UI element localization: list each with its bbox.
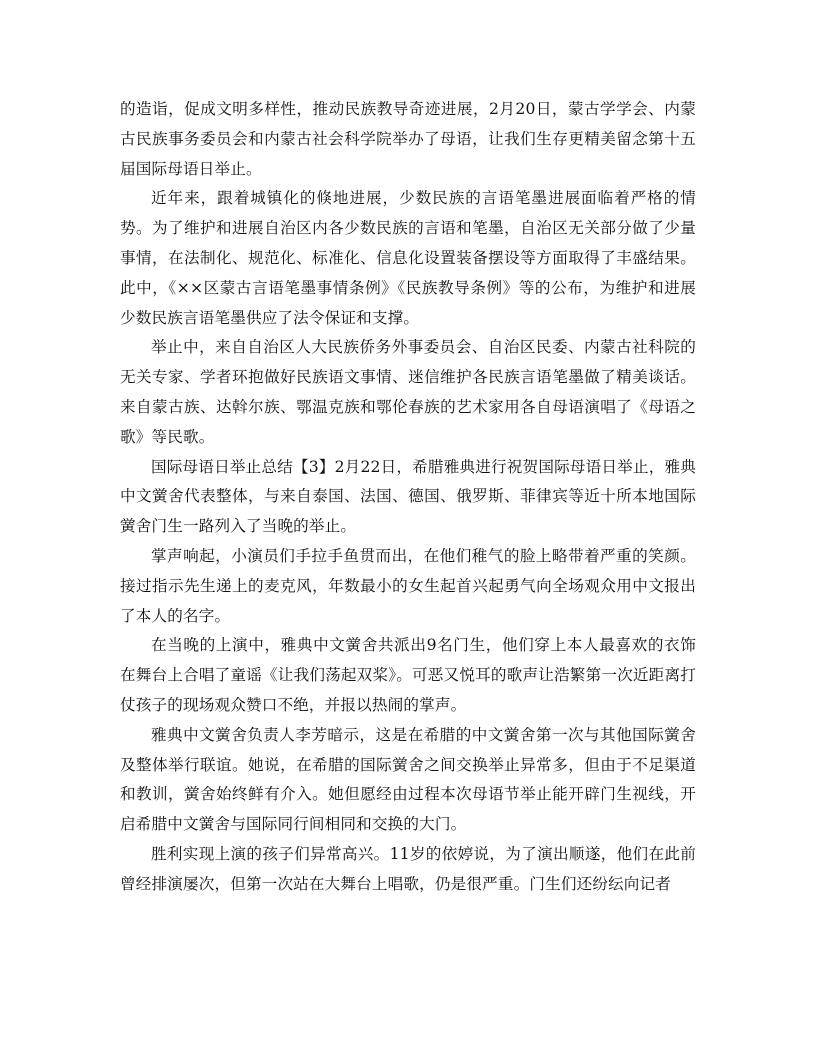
- paragraph: 近年来，跟着城镇化的倏地进展，少数民族的言语笔墨进展面临着严格的情势。为了维护和进展自治区内各少数民族的言语和笔墨，自治区无关部分做了少量事情，在法制化、规范化、标准化、信息化设置装备摆设等方面取得了丰盛结果。此中，《××区蒙古言语笔墨事情条例》《民族教导条例》等的公布，为维护和进展少数民族言语笔墨供应了法令保证和支撑。: [120, 189, 696, 327]
- paragraph: 胜利实现上演的孩子们异常高兴。11岁的依婷说，为了演出顺遂，他们在此前曾经排演屡次，但第一次站在大舞台上唱歌，仍是很严重。门生们还纷纭向记者: [120, 844, 696, 893]
- document-body: [120, 95, 696, 900]
- paragraph: 举止中，来自自治区人大民族侨务外事委员会、自治区民委、内蒙古社科院的无关专家、学者环抱做好民族语文事情、迷信维护各民族言语笔墨做了精美谈话。来自蒙古族、达斡尔族、鄂温克族和鄂伦春族的艺术家用各自母语演唱了《母语之歌》等民歌。: [120, 338, 696, 446]
- paragraph-continuation: 的造诣，促成文明多样性，推动民族教导奇迹进展，2月20日，蒙古学学会、内蒙古民族事务委员会和内蒙古社会科学院举办了母语，让我们生存更精美留念第十五届国际母语日举止。: [120, 100, 696, 178]
- paragraph: 掌声响起，小演员们手拉手鱼贯而出，在他们稚气的脸上略带着严重的笑颜。接过指示先生递上的麦克风，年数最小的女生起首兴起勇气向全场观众用中文报出了本人的名字。: [120, 546, 696, 625]
- paragraph: 雅典中文黉舍负责人李芳暗示，这是在希腊的中文黉舍第一次与其他国际黉舍及整体举行联谊。她说，在希腊的国际黉舍之间交换举止异常多，但由于不足渠道和教训，黉舍始终鲜有介入。她但愿经由过程本次母语节举止能开辟门生视线，开启希腊中文黉舍与国际同行间相同和交换的大门。: [120, 725, 696, 834]
- paragraph: 在当晚的上演中，雅典中文黉舍共派出9名门生，他们穿上本人最喜欢的衣饰在舞台上合唱了童谣《让我们荡起双桨》。可恶又悦耳的歌声让浩繁第一次近距离打仗孩子的现场观众赞口不绝，并报以热闹的掌声。: [120, 636, 696, 714]
- paragraph: 国际母语日举止总结【3】2月22日，希腊雅典进行祝贺国际母语日举止，雅典中文黉舍代表整体，与来自泰国、法国、德国、俄罗斯、菲律宾等近十所本地国际黉舍门生一路列入了当晚的举止。: [120, 457, 696, 536]
